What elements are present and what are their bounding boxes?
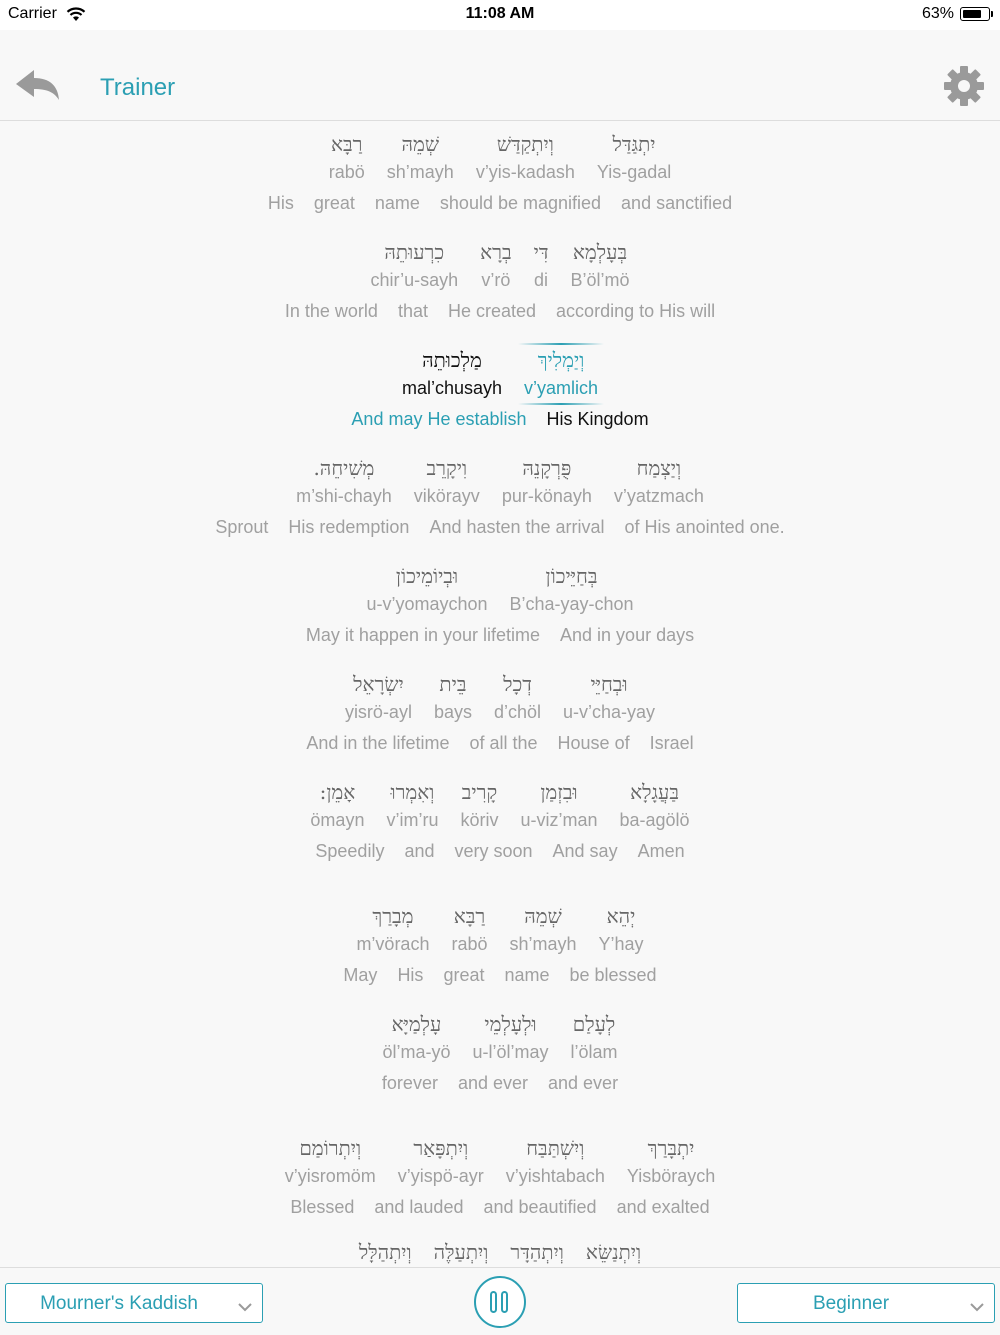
hebrew-word: וְאִמְרוּ — [390, 780, 435, 804]
hebrew-word: וּלְעָלְמֵי — [484, 1012, 537, 1036]
hebrew-word: מַלְכוּתֵהּ — [422, 348, 482, 372]
transliteration: chir’u-sayh — [370, 270, 459, 290]
translation: very soon — [454, 841, 533, 861]
translation: His — [267, 193, 294, 213]
word[interactable] — [494, 669, 541, 725]
word[interactable] — [614, 453, 704, 509]
translation: And hasten the arrival — [429, 517, 605, 537]
translation: and ever — [457, 1073, 529, 1093]
word[interactable] — [386, 777, 438, 833]
transliteration: vikörayv — [413, 486, 480, 506]
level-select[interactable] — [737, 1283, 995, 1323]
translation: and — [404, 841, 435, 861]
transliteration: v’yis-kadash — [475, 162, 575, 182]
translation: and exalted — [616, 1197, 710, 1217]
transliteration: ba-agölö — [619, 810, 690, 830]
transliteration: rabö — [451, 934, 488, 954]
translation: and lauded — [374, 1197, 464, 1217]
word[interactable] — [506, 1133, 605, 1189]
word[interactable] — [510, 901, 577, 957]
transliteration: B’cha-yay-chon — [509, 594, 634, 614]
translation: May — [343, 965, 378, 985]
transliteration: di — [534, 270, 549, 290]
translation-row — [0, 841, 1000, 862]
translation: and beautified — [483, 1197, 597, 1217]
transliteration: v’yishtabach — [505, 1166, 605, 1186]
hebrew-word: דִּי — [533, 240, 549, 264]
word[interactable] — [345, 669, 412, 725]
translation-row — [0, 1073, 1000, 1094]
battery-percent: 63% — [921, 5, 954, 22]
hebrew-word: שְׁמֵהּ — [401, 132, 440, 156]
translation: May it happen in your lifetime — [305, 625, 541, 645]
back-arrow-icon[interactable] — [14, 66, 64, 106]
transliteration: Yisböraych — [626, 1166, 716, 1186]
translation: His — [397, 965, 424, 985]
translation: forever — [381, 1073, 438, 1093]
hebrew-word: יִתְבָּרַךְ — [647, 1136, 695, 1160]
word[interactable] — [359, 1237, 412, 1267]
hebrew-word: יִתְגַּדַּל — [612, 132, 656, 156]
hebrew-word: שְׁמֵהּ — [524, 904, 562, 928]
clock: 11:08 AM — [465, 5, 535, 22]
chevron-down-icon — [970, 1296, 984, 1318]
carrier-label: Carrier — [8, 5, 57, 22]
word[interactable] — [571, 237, 630, 293]
transliteration: Y’hay — [598, 934, 644, 954]
word[interactable] — [620, 777, 690, 833]
transliteration: pur-könayh — [501, 486, 592, 506]
transliteration: yisrö-ayl — [344, 702, 412, 722]
transliteration: öl’ma-yö — [382, 1042, 451, 1062]
hebrew-word: וּבְחַיֵּי — [590, 672, 628, 696]
translation: In the world — [284, 301, 378, 321]
word[interactable] — [356, 901, 429, 957]
word[interactable] — [329, 129, 365, 185]
pause-button[interactable] — [474, 1276, 526, 1328]
translation: House of — [557, 733, 630, 753]
translation: Speedily — [315, 841, 385, 861]
word[interactable] — [451, 901, 487, 957]
translation: of all the — [469, 733, 538, 753]
pause-icon — [501, 1291, 508, 1313]
transliteration: u-v’cha-yay — [563, 702, 656, 722]
translation: according to His will — [556, 301, 716, 321]
hebrew-word: וְיַצְמַח — [636, 456, 682, 480]
translation: And in the lifetime — [306, 733, 450, 753]
hebrew-word: בֵּית — [439, 672, 467, 696]
translation: And in your days — [560, 625, 695, 645]
transliteration: sh’mayh — [509, 934, 577, 954]
translation-row — [0, 409, 1000, 430]
translation-row — [0, 193, 1000, 214]
hebrew-word: עָלְמַיָּא — [391, 1012, 442, 1036]
hebrew-word: פֻּרְקָנֵהּ — [522, 456, 572, 480]
translation-row — [0, 301, 1000, 322]
hebrew-word: וּבְיוֹמֵיכוֹן — [395, 564, 459, 588]
word[interactable] — [534, 237, 549, 293]
hebrew-word: וְיִתְהַלָּל — [358, 1240, 412, 1264]
hebrew-word: רַבָּא — [453, 904, 486, 928]
transliteration: rabö — [328, 162, 365, 182]
word[interactable] — [434, 669, 472, 725]
translation: He created — [447, 301, 537, 321]
translation: and sanctified — [621, 193, 733, 213]
hebrew-word: כִרְעוּתֵהּ — [384, 240, 445, 264]
battery-icon — [960, 7, 990, 21]
word[interactable] — [434, 1237, 489, 1267]
hebrew-word: וְיִתְהַדָּר — [510, 1240, 564, 1264]
word[interactable] — [627, 1133, 715, 1189]
transliteration: u-l’öl’may — [472, 1042, 549, 1062]
prayer-select-label: Mourner's Kaddish — [40, 1293, 198, 1314]
hebrew-word: קָרִיב — [461, 780, 498, 804]
hebrew-word: וִיקָרֵב — [426, 456, 468, 480]
hebrew-word: מְשִׁיחֵהּ. — [313, 456, 375, 480]
hebrew-word: בְּחַיֵּיכוֹן — [545, 564, 598, 588]
hebrew-word: וּבִזְמַן — [540, 780, 578, 804]
translation-row — [0, 733, 1000, 754]
word[interactable] — [563, 669, 655, 725]
transliteration: sh’mayh — [386, 162, 454, 182]
prayer-text[interactable] — [0, 121, 1000, 1267]
translation: His Kingdom — [546, 409, 649, 429]
word[interactable] — [398, 1133, 484, 1189]
word[interactable] — [402, 345, 502, 401]
translation: His redemption — [288, 517, 410, 537]
status-bar — [0, 0, 1000, 30]
hebrew-word: וְיַמְלִיךְ — [537, 348, 585, 372]
page-title: Trainer — [100, 74, 176, 101]
translation: Sprout — [215, 517, 269, 537]
transliteration: v’yamlich — [524, 378, 599, 398]
translation: great — [443, 965, 485, 985]
transliteration: l’ölam — [570, 1042, 618, 1062]
hebrew-word: בְרָא — [480, 240, 512, 264]
word[interactable] — [597, 129, 671, 185]
word[interactable] — [285, 1133, 376, 1189]
word[interactable] — [387, 129, 454, 185]
translation: of His anointed one. — [624, 517, 785, 537]
transliteration: ömayn — [310, 810, 365, 830]
hebrew-word: אָמֵן: — [319, 780, 356, 804]
translation-row — [0, 625, 1000, 646]
translation-row — [0, 517, 1000, 538]
hebrew-word: רַבָּא — [331, 132, 363, 156]
transliteration: d’chöl — [493, 702, 542, 722]
hebrew-word: וְיִשְׁתַּבַּח — [526, 1136, 585, 1160]
translation: be blessed — [569, 965, 657, 985]
transliteration: v’im’ru — [386, 810, 439, 830]
hebrew-word: יִשְׂרָאֵל — [353, 672, 404, 696]
word[interactable] — [310, 777, 364, 833]
transliteration: v’rö — [481, 270, 511, 290]
nav-bar — [0, 30, 1000, 121]
hebrew-word: יְהֵא — [606, 904, 636, 928]
hebrew-word: מְבָרַךְ — [372, 904, 414, 928]
word[interactable] — [586, 1237, 641, 1267]
translation: that — [397, 301, 428, 321]
pause-icon — [490, 1291, 497, 1313]
word-highlighted[interactable] — [524, 345, 598, 401]
hebrew-word: דְכָל — [503, 672, 532, 696]
hebrew-word: וְיִתְרוֹמַם — [299, 1136, 362, 1160]
transliteration: v’yisromöm — [284, 1166, 376, 1186]
chevron-down-icon — [238, 1296, 252, 1318]
transliteration: u-v’yomaychon — [366, 594, 488, 614]
bottom-toolbar — [0, 1267, 1000, 1335]
translation-highlighted: And may He establish — [351, 409, 527, 429]
hebrew-word: וְיִתְקַדַּשׁ — [496, 132, 554, 156]
word[interactable] — [571, 1009, 618, 1065]
transliteration: bays — [433, 702, 472, 722]
transliteration: mal’chusayh — [401, 378, 503, 398]
translation: and ever — [548, 1073, 619, 1093]
word[interactable] — [366, 561, 487, 617]
hebrew-word: בַּעֲגָלָא — [630, 780, 679, 804]
hebrew-word: וְיִתְעַלֶּה — [433, 1240, 489, 1264]
word[interactable] — [480, 237, 511, 293]
translation: should be magnified — [439, 193, 602, 213]
word[interactable] — [382, 1009, 450, 1065]
translation: great — [313, 193, 355, 213]
word[interactable] — [460, 777, 498, 833]
word[interactable] — [296, 453, 392, 509]
transliteration: köriv — [460, 810, 499, 830]
word[interactable] — [414, 453, 480, 509]
hebrew-word: וְיִתְנַשֵּׂא — [585, 1240, 642, 1264]
hebrew-word: וְיִתְפָּאַר — [413, 1136, 469, 1160]
translation-row — [0, 965, 1000, 986]
word[interactable] — [502, 453, 592, 509]
word[interactable] — [510, 561, 634, 617]
translation: And say — [552, 841, 618, 861]
word[interactable] — [476, 129, 575, 185]
transliteration: m’vörach — [356, 934, 430, 954]
hebrew-word: בְּעָלְמָא — [572, 240, 628, 264]
prayer-select[interactable] — [5, 1283, 263, 1323]
transliteration: B’öl’mö — [570, 270, 630, 290]
translation: name — [374, 193, 420, 213]
word[interactable] — [472, 1009, 548, 1065]
transliteration: Yis-gadal — [596, 162, 672, 182]
word[interactable] — [510, 1237, 564, 1267]
translation: name — [504, 965, 550, 985]
word[interactable] — [599, 901, 644, 957]
translation-row — [0, 1197, 1000, 1218]
word[interactable] — [520, 777, 597, 833]
word[interactable] — [370, 237, 458, 293]
translation: Amen — [637, 841, 685, 861]
translation: Blessed — [290, 1197, 355, 1217]
transliteration: m’shi-chayh — [296, 486, 392, 506]
level-select-label: Beginner — [812, 1293, 890, 1314]
transliteration: v’yispö-ayr — [397, 1166, 484, 1186]
transliteration: v’yatzmach — [613, 486, 704, 506]
translation: Israel — [649, 733, 694, 753]
gear-icon[interactable] — [942, 64, 986, 108]
transliteration: u-viz’man — [520, 810, 598, 830]
hebrew-word: לְעָלַם — [572, 1012, 616, 1036]
